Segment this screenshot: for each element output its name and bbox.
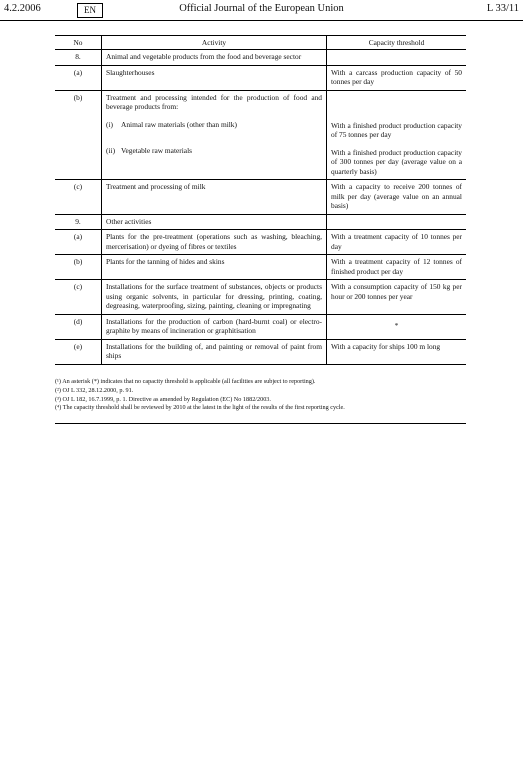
footnote — [55, 396, 466, 405]
footnote-marker: (²) — [55, 386, 61, 394]
row-number: (a) — [55, 65, 102, 90]
row-threshold — [327, 50, 467, 66]
footnote-text: OJ L 332, 28.12.2000, p. 91. — [62, 386, 134, 394]
row-activity: Animal and vegetable products from the food and beverage sector — [102, 50, 327, 66]
column-header-no: No — [55, 36, 102, 50]
row-threshold: * — [327, 314, 467, 339]
row-threshold — [327, 90, 467, 180]
row-threshold: With a carcass production capacity of 50 tonnes per day — [327, 65, 467, 90]
language-badge: EN — [77, 3, 103, 18]
table-header-row — [55, 36, 466, 50]
row-activity: Plants for the tanning of hides and skins — [102, 255, 327, 280]
row-number: (a) — [55, 230, 102, 255]
footnote — [55, 378, 466, 387]
row-threshold: With a capacity to receive 200 tonnes of milk per day (average value on an annual basis) — [327, 180, 467, 215]
table-row — [55, 230, 466, 255]
sub-item-threshold: With a finished product production capacity of 75 tonnes per day — [331, 120, 462, 139]
sub-item-marker: (i) — [106, 119, 113, 129]
table-row — [55, 339, 466, 364]
row-activity: Installations for the surface treatment of substances, objects or products using organic solvents, in particular for dressing, printing, coating, degreasing, waterproofing, sizing, painting, cleaning or impregnating — [102, 280, 327, 315]
table-row — [55, 180, 466, 215]
sub-item-threshold: With a finished product production capacity of 300 tonnes per day (average value on a quarterly basis) — [331, 147, 462, 176]
row-number: (c) — [55, 180, 102, 215]
row-activity: Slaughterhouses — [102, 65, 327, 90]
journal-title: Official Journal of the European Union — [179, 3, 344, 14]
sub-item-marker: (ii) — [106, 146, 116, 155]
footnote — [55, 404, 466, 413]
page-number: L 33/11 — [486, 3, 519, 14]
row-threshold: With a treatment capacity of 12 tonnes of finished product per day — [327, 255, 467, 280]
row-threshold — [327, 214, 467, 230]
row-activity-intro: Treatment and processing intended for the production of food and beverage products from: — [106, 92, 322, 111]
sub-item-text: Vegetable raw materials — [121, 146, 192, 155]
footnote — [55, 387, 466, 396]
row-activity: Installations for the production of carbon (hard-burnt coal) or electro-graphite by means of incineration or graphitisation — [102, 314, 327, 339]
column-header-threshold: Capacity threshold — [327, 36, 467, 50]
sub-item — [106, 146, 322, 156]
table-row — [55, 280, 466, 315]
row-number: (b) — [55, 255, 102, 280]
footnote-marker: (⁴) — [55, 404, 62, 412]
issue-date: 4.2.2006 — [4, 3, 41, 14]
row-activity: Plants for the pre-treatment (operations such as washing, bleaching, mercerisation) or dyeing of fibres or textiles — [102, 230, 327, 255]
sub-item — [106, 120, 322, 130]
table-row — [55, 50, 466, 66]
row-number: 9. — [55, 214, 102, 230]
column-header-activity: Activity — [102, 36, 327, 50]
row-number: (c) — [55, 280, 102, 315]
footnote-text: The capacity threshold shall be reviewed by 2010 at the latest in the light of the results of the first reporting cycle. — [62, 404, 345, 412]
footnote-marker: (¹) — [55, 378, 61, 385]
table-row — [55, 314, 466, 339]
page-header — [0, 0, 523, 21]
row-activity: Other activities — [102, 214, 327, 230]
row-threshold: With a treatment capacity of 10 tonnes per day — [327, 230, 467, 255]
row-activity: Installations for the building of, and painting or removal of paint from ships — [102, 339, 327, 364]
row-number: (d) — [55, 314, 102, 339]
table-row — [55, 255, 466, 280]
footnote-text: OJ L 182, 16.7.1999, p. 1. Directive as amended by Regulation (EC) No 1882/2003. — [62, 395, 271, 403]
row-activity — [102, 90, 327, 180]
footnote-text: An asterisk (*) indicates that no capacity threshold is applicable (all facilities are subject to reporting). — [62, 378, 316, 385]
row-threshold: With a capacity for ships 100 m long — [327, 339, 467, 364]
row-number: (e) — [55, 339, 102, 364]
table-row — [55, 90, 466, 180]
row-activity: Treatment and processing of milk — [102, 180, 327, 215]
footnotes — [55, 378, 466, 413]
row-threshold: With a consumption capacity of 150 kg per hour or 200 tonnes per year — [327, 280, 467, 315]
footnotes-divider — [55, 423, 466, 424]
footnote-marker: (³) — [55, 395, 61, 403]
table-row — [55, 65, 466, 90]
row-number: (b) — [55, 90, 102, 180]
table-row — [55, 214, 466, 230]
activities-table — [55, 35, 466, 365]
row-number: 8. — [55, 50, 102, 66]
sub-item-text: Animal raw materials (other than milk) — [121, 119, 237, 129]
